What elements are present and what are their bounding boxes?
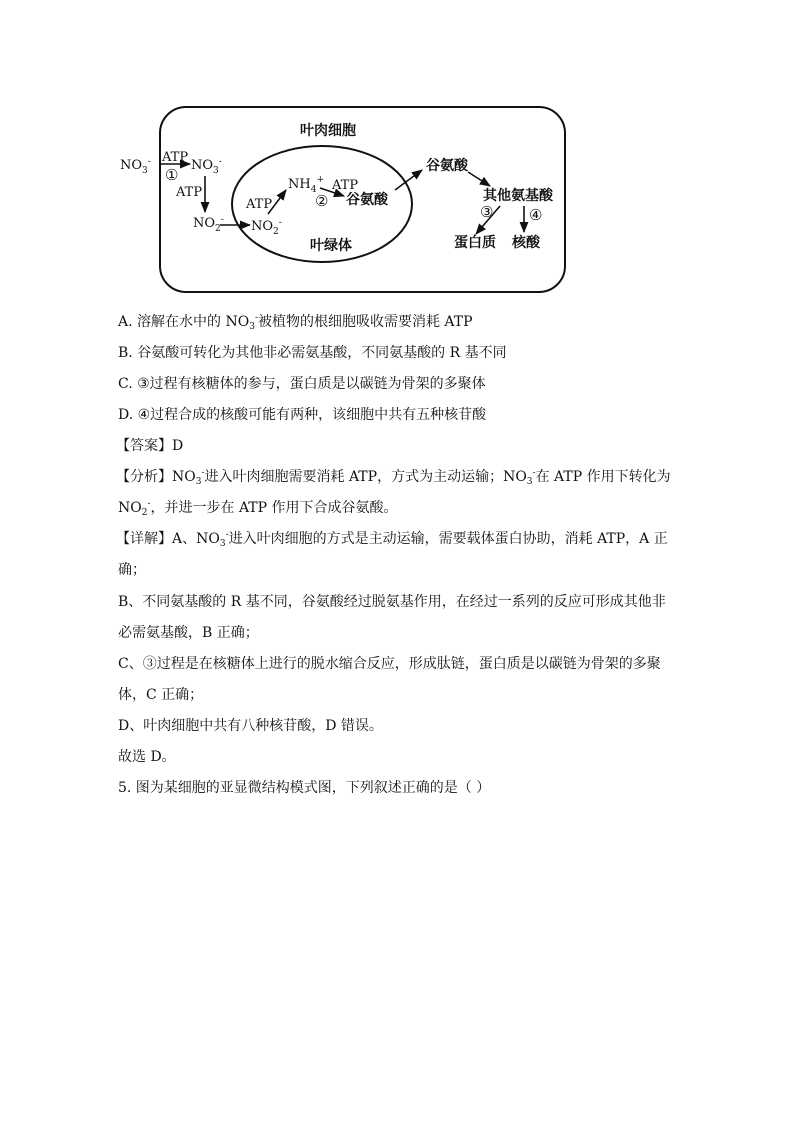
arrow-7 [468, 172, 490, 186]
chloroplast-label: 叶绿体 [310, 238, 352, 254]
step-3: ③ [480, 203, 494, 221]
protein: 蛋白质 [454, 235, 496, 251]
answer-line [116, 436, 183, 456]
detail-d-line: D、叶肉细胞中共有八种核苷酸，D 错误。 [118, 718, 383, 734]
analysis-line-1: 【分析】$NO_3^-$进入叶肉细胞需要消耗 ATP，方式为主动运输；$NO_3^-$在 ATP 作用下转化为 [116, 468, 671, 487]
detail-a-line-2: 确； [118, 562, 146, 578]
glutamate-outer: 谷氨酸 [426, 158, 468, 174]
nitrogen-metabolism-diagram [110, 100, 580, 300]
next-question: 5. 图为某细胞的亚显微结构模式图，下列叙述正确的是（ ） [118, 780, 491, 796]
no3-outside: $NO_3^-$ [120, 157, 151, 176]
no3-inside: $NO_3^-$ [191, 157, 222, 176]
answer-value: D [172, 438, 184, 454]
glutamate-inner: 谷氨酸 [346, 192, 388, 208]
option-a: A. 溶解在水中的 $NO_3^-$被植物的根细胞吸收需要消耗 ATP [118, 313, 473, 332]
step-4: ④ [529, 206, 543, 224]
conclusion: 故选 D。 [118, 749, 176, 765]
no2-inside: $NO_2^-$ [251, 218, 282, 237]
other-amino-acids: 其他氨基酸 [483, 188, 553, 204]
atp-4: ATP [332, 178, 359, 193]
detail-b-line-1: B、不同氨基酸的 R 基不同，谷氨酸经过脱氨基作用，在经过一系列的反应可形成其他非 [118, 594, 666, 610]
detail-a-line-1: 【详解】A、$NO_3^-$进入叶肉细胞的方式是主动运输，需要载体蛋白协助，消耗 ATP，A 正 [116, 530, 668, 549]
nh4: $NH_4^+$ [288, 175, 324, 195]
atp-2: ATP [176, 185, 203, 200]
no2-outside: $NO_2^-$ [193, 215, 224, 234]
atp-3: ATP [246, 197, 273, 212]
answer-label: 【答案】 [116, 438, 172, 454]
nucleic-acid: 核酸 [512, 235, 540, 251]
detail-c-line-2: 体，C 正确； [118, 687, 204, 703]
analysis-line-2: $NO_2^-$，并进一步在 ATP 作用下合成谷氨酸。 [118, 499, 398, 518]
cell-label: 叶肉细胞 [300, 123, 356, 139]
option-d: D. ④过程合成的核酸可能有两种，该细胞中共有五种核苷酸 [118, 407, 487, 423]
step-2: ② [315, 192, 329, 210]
detail-b-line-2: 必需氨基酸，B 正确； [118, 625, 259, 641]
step-1: ① [165, 166, 179, 184]
option-c: C. ③过程有核糖体的参与，蛋白质是以碳链为骨架的多聚体 [118, 376, 486, 392]
option-b: B. 谷氨酸可转化为其他非必需氨基酸，不同氨基酸的 R 基不同 [118, 345, 507, 361]
detail-c-line-1: C、③过程是在核糖体上进行的脱水缩合反应，形成肽链，蛋白质是以碳链为骨架的多聚 [118, 656, 661, 672]
atp-1: ATP [162, 150, 189, 165]
